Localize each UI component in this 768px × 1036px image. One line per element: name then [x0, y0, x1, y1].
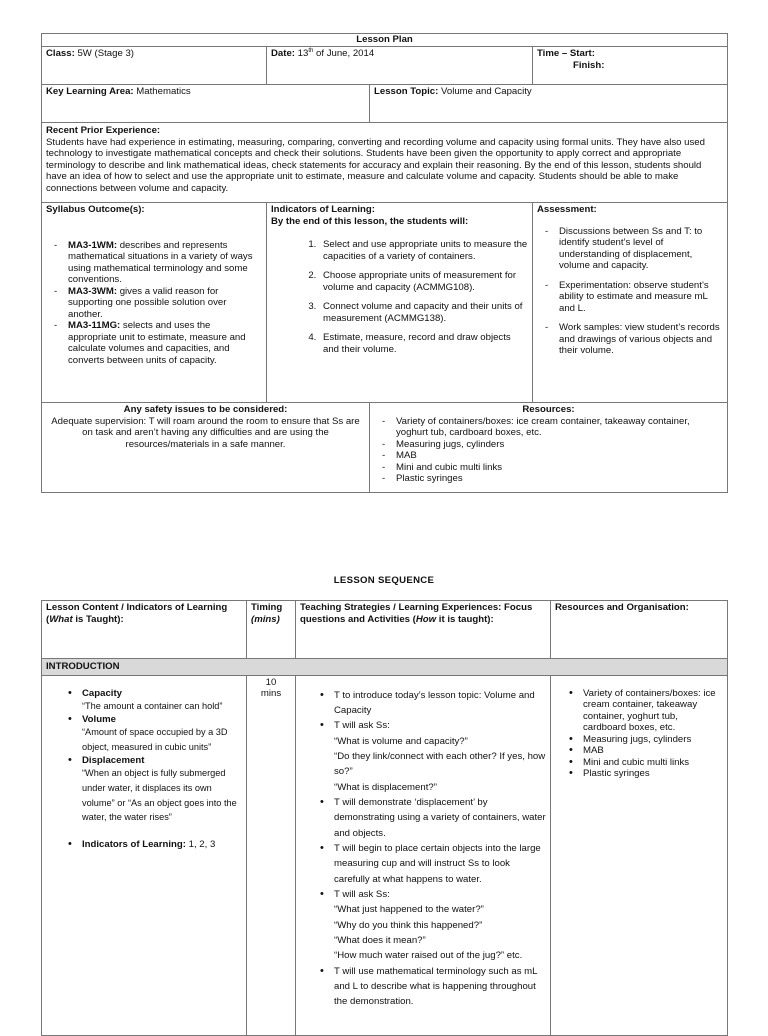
syllabus-outcome	[46, 320, 260, 366]
outcome-text: gives a valid reason for supporting one possible solution over another.	[68, 285, 227, 320]
resources-org-cell	[551, 675, 728, 1035]
lesson-plan-title: Lesson Plan	[356, 34, 413, 45]
date-cell: Date: 13th of June, 2014	[267, 47, 533, 85]
strategy-text: • T will demonstrate ‘displacement’ by demonstrating using a variety of containers, water and objects.	[334, 796, 546, 839]
assessment-item: - Work samples: view student’s records and drawings of various objects and their volume.	[537, 322, 723, 357]
strategy-item	[334, 887, 546, 964]
content-indicators: • Indicators of Learning: 1, 2, 3	[82, 839, 242, 851]
strategy-item	[334, 688, 546, 719]
outcome-text: selects and uses the appropriate unit to estimate, measure and calculate volumes and capacities, and converts between units of capacity.	[68, 320, 246, 366]
resource-item: - Mini and cubic multi links	[374, 462, 707, 474]
syllabus-outcome	[46, 240, 260, 286]
strategy-item	[334, 795, 546, 841]
focus-question: “Why do you think this happened?”	[334, 919, 483, 931]
content-term	[82, 688, 242, 714]
focus-question: “How much water raised out of the jug?” etc.	[334, 950, 523, 962]
col-strategies-header: Teaching Strategies / Learning Experiences: Focus questions and Activities (How it is taught):	[296, 601, 551, 659]
strategy-text: • T will ask Ss:	[334, 720, 390, 732]
section-introduction: INTRODUCTION	[42, 659, 728, 676]
topic-cell: Lesson Topic: Volume and Capacity	[370, 85, 728, 123]
assessment-item: - Experimentation: observe student’s ability to estimate and measure mL and L.	[537, 280, 723, 315]
sequence-title: LESSON SEQUENCE	[333, 575, 435, 586]
safety-cell: Any safety issues to be considered: Adequate supervision: T will roam around the room to ensure that Ss are on task and aren’t having any difficulties and are using the resources/materials in a safe manner.	[42, 403, 370, 493]
resource-item: - MAB	[374, 450, 707, 462]
timing-cell	[247, 675, 296, 1035]
col-timing-header: Timing (mins)	[247, 601, 296, 659]
indicator-item: 1. Select and use appropriate units to measure the capacities of a variety of containers.	[319, 239, 528, 262]
kla-cell: Key Learning Area: Mathematics	[42, 85, 370, 123]
term-label: Capacity	[82, 687, 122, 699]
syllabus-outcome	[46, 286, 260, 321]
resource-item: • Mini and cubic multi links	[583, 757, 723, 769]
resource-item: - Measuring jugs, cylinders	[374, 439, 707, 451]
col-content-header: Lesson Content / Indicators of Learning (What is Taught):	[42, 601, 247, 659]
term-definition: “The amount a container can hold”	[82, 701, 223, 711]
indicator-item: 4. Estimate, measure, record and draw objects and their volume.	[319, 332, 528, 355]
outcome-code: MA3-11MG:	[68, 320, 121, 331]
content-term	[82, 755, 242, 825]
focus-question: “What is volume and capacity?”	[334, 735, 468, 747]
col-resources-header: Resources and Organisation:	[551, 601, 728, 659]
focus-question: “What just happened to the water?”	[334, 904, 484, 916]
assessment-item: - Discussions between Ss and T: to identify student’s level of understanding of displacement, volume and capacity.	[537, 226, 723, 272]
resource-item: • Measuring jugs, cylinders	[583, 734, 723, 746]
term-label: Volume	[82, 713, 116, 725]
lesson-plan-table	[41, 33, 728, 493]
resource-item: - Plastic syringes	[374, 473, 707, 485]
indicator-item: 2. Choose appropriate units of measurement for volume and capacity (ACMMG108).	[319, 270, 528, 293]
resource-item: - Variety of containers/boxes: ice cream container, takeaway container, yoghurt tub, cardboard boxes, etc.	[374, 416, 707, 439]
term-label: Displacement	[82, 754, 145, 766]
focus-question: “Do they link/connect with each other? If yes, how so?”	[334, 750, 546, 778]
indicator-item: 3. Connect volume and capacity and their units of measurement (ACMMG138).	[319, 301, 528, 324]
outcome-text: describes and represents mathematical situations in a variety of ways using mathematical terminology and some conventions.	[68, 239, 253, 285]
class-cell: Class: 5W (Stage 3)	[42, 47, 267, 85]
safety-text: Adequate supervision: T will roam around the room to ensure that Ss are on task and aren’t having any difficulties and are using the resources/materials in a safe manner.	[51, 415, 360, 450]
strategy-text: • T will begin to place certain objects into the large measuring cup and will instruct Ss to look carefully at what happens to water.	[334, 842, 541, 885]
outcome-code: MA3-3WM:	[68, 285, 118, 297]
content-term	[82, 714, 242, 755]
resource-item: • Variety of containers/boxes: ice cream container, takeaway container, yoghurt tub, cardboard boxes, etc.	[583, 688, 723, 734]
term-definition: “When an object is fully submerged under water, it displaces its own volume” or “As an object goes into the water, the water rises”	[82, 768, 237, 823]
strategy-text: • T will ask Ss:	[334, 888, 390, 900]
focus-question: “What does it mean?”	[334, 935, 426, 946]
focus-question: “What is displacement?”	[334, 781, 437, 793]
lesson-sequence-table	[41, 600, 728, 1036]
outcome-code: MA3-1WM:	[68, 239, 118, 251]
content-cell	[42, 675, 247, 1035]
prior-experience-text: Students have had experience in estimating, measuring, comparing, converting and recording volume and capacity using formal units. They have also used technology to investigate mathematical concepts and check their solutions. Students have been given the opportunity to apply correct and appropriate terminology to describe and link mathematical ideas, check statements for accuracy and explain their reasoning. By the end of this lesson, students should have an idea of how to select and use the appropriate unit to estimate, measure and calculate volume and capacity. Students should be able to make connections between volume and capacity.	[46, 136, 705, 194]
strategy-text: • T will use mathematical terminology such as mL and L to describe what is happening throughout the demonstration.	[334, 965, 538, 1008]
strategy-text: • T to introduce today’s lesson topic: Volume and Capacity	[334, 689, 535, 716]
class-value: 5W (Stage 3)	[77, 48, 134, 59]
syllabus-cell: Syllabus Outcome(s): - MA3-1WM: describes and represents mathematical situations in a variety of ways using mathematical terminology and some conventions. - MA3-3WM: gives a valid reason for supporting one possible solution over another. - MA3-11MG: selects and uses the appropriate unit to estimate, measure and calculate volumes and capacities, and converts between units of capacity.	[42, 203, 267, 403]
resources-cell: Resources: - Variety of containers/boxes: ice cream container, takeaway container, yoghurt tub, cardboard boxes, etc. - Measuring jugs, cylinders - MAB - Mini and cubic multi links - Plastic syringes	[370, 403, 728, 493]
strategy-item	[334, 718, 546, 795]
time-cell: Time – Start: Finish:	[533, 47, 728, 85]
timing-value: 10 mins	[260, 676, 282, 699]
term-definition: “Amount of space occupied by a 3D object, measured in cubic units”	[82, 727, 228, 752]
strategy-item	[334, 964, 546, 1010]
prior-experience-cell: Recent Prior Experience: Students have had experience in estimating, measuring, comparing, converting and recording volume and capacity using formal units. They have also used technology to investigate mathematical concepts and check their solutions. Students have been given the opportunity to apply correct and appropriate terminology to describe and link mathematical ideas, check statements for accuracy and explain their reasoning. By the end of this lesson, students should have an idea of how to select and use the appropriate unit to estimate, measure and calculate volume and capacity. Students should be able to make connections between volume and capacity.	[42, 123, 728, 203]
strategies-cell	[296, 675, 551, 1035]
resource-item: • MAB	[583, 745, 723, 757]
indicators-cell: Indicators of Learning: By the end of this lesson, the students will: 1. Select and use appropriate units to measure the capacities of a variety of containers. 2. Choose appropriate units of measurement for volume and capacity (ACMMG108). 3. Connect volume and capacity and their units of measurement (ACMMG138). 4. Estimate, measure, record and draw objects and their volume.	[267, 203, 533, 403]
strategy-item	[334, 841, 546, 887]
resource-item: • Plastic syringes	[583, 768, 723, 780]
assessment-cell: Assessment: - Discussions between Ss and T: to identify student’s level of understanding of displacement, volume and capacity. - Experimentation: observe student’s ability to estimate and measure mL and L. - Work samples: view student’s records and drawings of various objects and their volume.	[533, 203, 728, 403]
